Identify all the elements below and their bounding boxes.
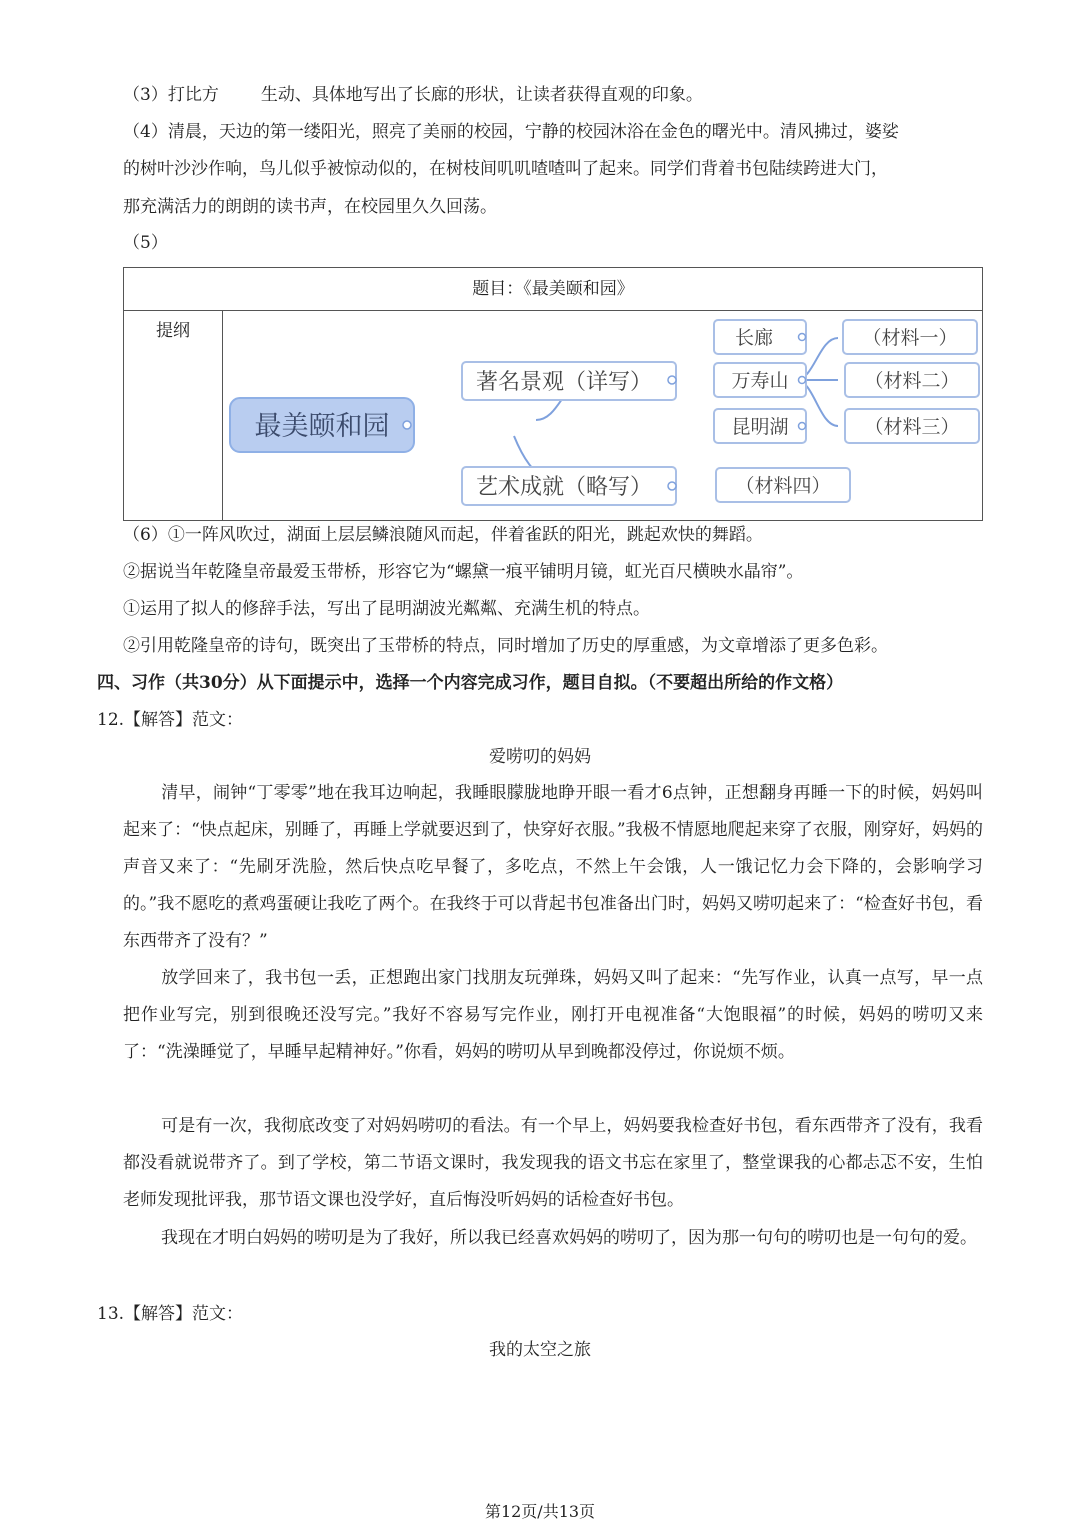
- q6-line-2: ②据说当年乾隆皇帝最爱玉带桥，形容它为“螺黛一痕平铺明月镜，虹光百尺横映水晶帘”。: [123, 562, 804, 582]
- q12-paragraph-2-text: 放学回来了，我书包一丢，正想跑出家门找朋友玩弹珠，妈妈又叫了起来：“先写作业，认真一点写，早一点把作业写完，别到很晚还没写完。”我好不容易写完作业，刚打开电视准备“大饱眼福”的时候，妈妈的唠叨又来了：“洗澡睡觉了，早睡早起精神好。”你看，妈妈的唠叨从早到晚都没停过，你说烦不烦。: [123, 968, 983, 1062]
- branch-1-dot: [668, 376, 676, 384]
- q6-line-4: ②引用乾隆皇帝的诗句，既突出了玉带桥的特点，同时增加了历史的厚重感，为文章增添了更多色彩。: [123, 636, 888, 656]
- q6-line-3: ①运用了拟人的修辞手法，写出了昆明湖波光粼粼、充满生机的特点。: [123, 599, 650, 619]
- mind-map: [224, 310, 982, 520]
- q12-paragraph-3: [123, 1108, 983, 1219]
- branch-node-1-label: 著名景观（详写）: [475, 370, 653, 395]
- q6-line-1: （6）①一阵风吹过，湖面上层层鳞浪随风而起，伴着雀跃的阳光，跳起欢快的舞蹈。: [123, 525, 763, 545]
- outline-table: [123, 267, 983, 521]
- item-node-2-label: 万寿山: [731, 370, 789, 392]
- item-node-1-label: 长廊: [734, 327, 774, 349]
- q13-label: 13.【解答】范文：: [97, 1304, 244, 1324]
- branch-2-dot: [668, 482, 676, 490]
- q12-paragraph-4: [123, 1220, 983, 1257]
- outline-title: 题目：《最美颐和园》: [124, 268, 982, 311]
- item-node-3-label: 昆明湖: [731, 416, 789, 438]
- q12-label: 12.【解答】范文：: [97, 710, 244, 730]
- branch-node-2-label: 艺术成就（略写）: [475, 475, 653, 500]
- q12-paragraph-1-text: 清早，闹钟“丁零零”地在我耳边响起，我睡眼朦胧地睁开眼一看才6点钟，正想翻身再睡一下的时候，妈妈叫起来了：“快点起床，别睡了，再睡上学就要迟到了，快穿好衣服。”我极不情愿地爬起来穿了衣服，刚穿好，妈妈的声音又来了：“先刷牙洗脸，然后快点吃早餐了，多吃点，不然上午会饿，人一饿记忆力会下降的，会影响学习的。”我不愿吃的煮鸡蛋硬让我吃了两个。在我终于可以背起书包准备出门时，妈妈又唠叨起来了：“检查好书包，看东西带齐了没有？”: [123, 783, 983, 951]
- q5-label: （5）: [123, 233, 168, 253]
- q12-paragraph-3-text: 可是有一次，我彻底改变了对妈妈唠叨的看法。有一个早上，妈妈要我检查好书包，看东西带齐了没有，我看都没看就说带齐了。到了学校，第二节语文课时，我发现我的语文书忘在家里了，整堂课我的心都忐忑不安，生怕老师发现批评我，那节语文课也没学好，直后悔没听妈妈的话检查好书包。: [123, 1116, 983, 1210]
- q12-paragraph-2: [123, 960, 983, 1071]
- q3-prefix: （3）打比方: [123, 85, 219, 105]
- page-footer: 第12页/共13页: [484, 1502, 596, 1521]
- outline-label: 提纲: [124, 310, 223, 520]
- q12-paragraph-1: [123, 775, 983, 960]
- material-node-4-label: （材料四）: [735, 475, 831, 497]
- root-node-label: 最美颐和园: [254, 411, 390, 442]
- q12-paragraph-4-text: 我现在才明白妈妈的唠叨是为了我好，所以我已经喜欢妈妈的唠叨了，因为那一句句的唠叨也是一句句的爱。: [161, 1228, 977, 1248]
- item-3-dot: [799, 423, 806, 430]
- q3-text: 生动、具体地写出了长廊的形状，让读者获得直观的印象。: [260, 85, 703, 105]
- q4-line-1: （4）清晨，天边的第一缕阳光，照亮了美丽的校园，宁静的校园沐浴在金色的曙光中。清风拂过，婆娑: [123, 122, 899, 142]
- q4-line-2: 的树叶沙沙作响，鸟儿似乎被惊动似的，在树枝间叽叽喳喳叫了起来。同学们背着书包陆续跨进大门，: [123, 159, 888, 179]
- q3-line: [123, 83, 703, 107]
- section-4-heading: 四、习作（共30分）从下面提示中，选择一个内容完成习作，题目自拟。（不要超出所给的作文格）: [97, 673, 844, 693]
- q4-line-3: 那充满活力的朗朗的读书声，在校园里久久回荡。: [123, 197, 497, 217]
- item-2-dot: [799, 377, 806, 384]
- item-1-dot: [799, 334, 806, 341]
- q12-essay-title: 爱唠叨的妈妈: [489, 747, 591, 767]
- material-node-2-label: （材料二）: [864, 370, 960, 392]
- material-node-1-label: （材料一）: [862, 327, 958, 349]
- q13-essay-title: 我的太空之旅: [489, 1340, 591, 1360]
- material-node-3-label: （材料三）: [864, 416, 960, 438]
- root-collapse-dot: [403, 421, 411, 429]
